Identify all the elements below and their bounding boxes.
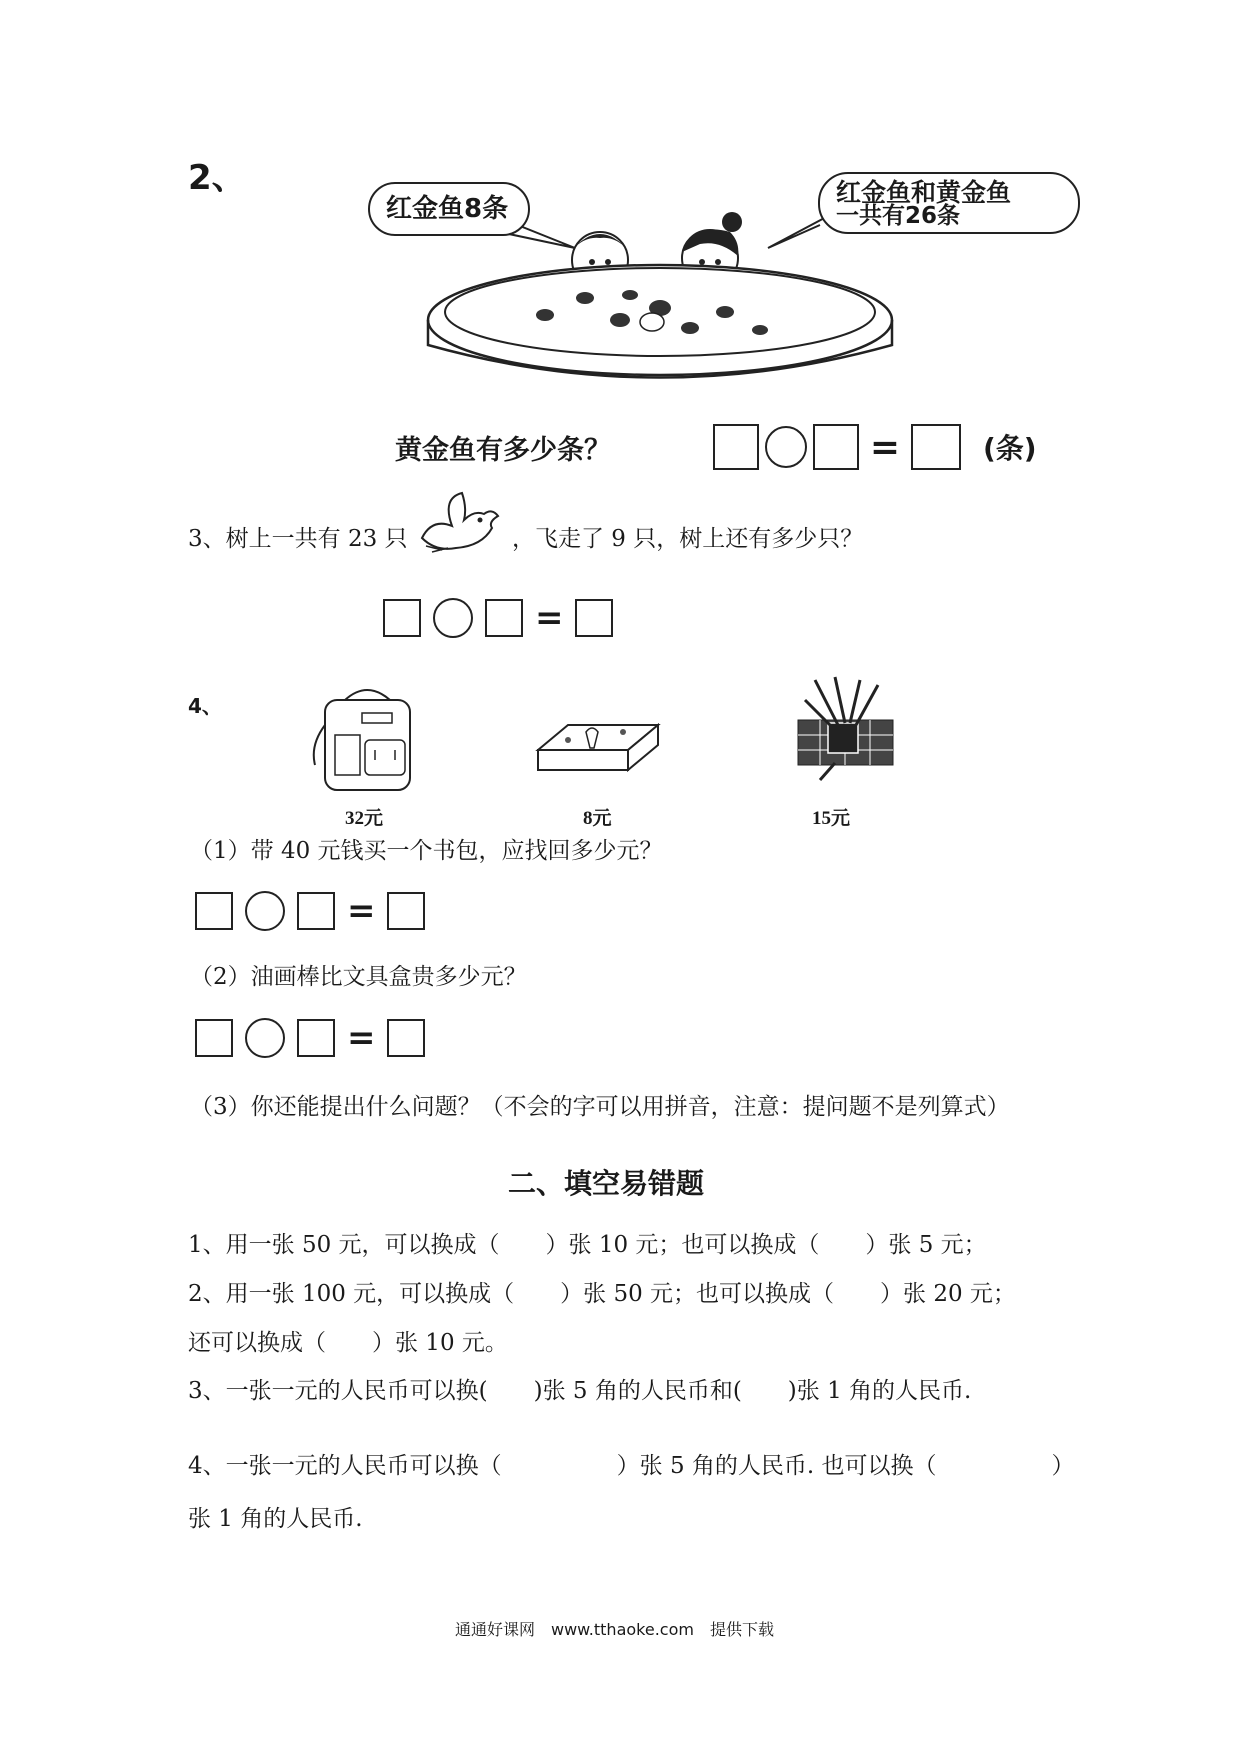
question-2-text: 黄金鱼有多少条？ (395, 435, 611, 466)
operator-circle[interactable] (245, 891, 285, 931)
question-4-number: 4、 (188, 694, 222, 718)
fill-line-3: 还可以换成（ ）张 10 元。 (188, 1330, 508, 1356)
bubble-right-line2: 一共有26条 (836, 203, 961, 229)
operator-circle[interactable] (433, 598, 473, 638)
equation-q4-1 (195, 891, 425, 931)
section-heading: 二、填空易错题 (508, 1167, 705, 1200)
answer-box[interactable] (575, 599, 613, 637)
bubble-right-line1: 红金鱼和黄金鱼 (836, 178, 1012, 207)
equals-sign: = (347, 1018, 376, 1058)
answer-box[interactable] (297, 892, 335, 930)
answer-box[interactable] (911, 424, 961, 470)
fill-line-2: 2、用一张 100 元，可以换成（ ）张 50 元；也可以换成（ ）张 20 元； (188, 1281, 1016, 1307)
price-oil-pastels: 15元 (812, 808, 851, 829)
backpack-icon (300, 685, 430, 795)
answer-box[interactable] (383, 599, 421, 637)
question-2-number: 2、 (188, 158, 246, 198)
fill-line-4: 3、一张一元的人民币可以换( )张 5 角的人民币和( )张 1 角的人民币. (188, 1378, 972, 1404)
sub-question-2: （2）油画棒比文具盒贵多少元？ (190, 964, 527, 990)
fill-line-1: 1、用一张 50 元，可以换成（ ）张 10 元；也可以换成（ ）张 5 元； (188, 1232, 987, 1258)
answer-box[interactable] (387, 1019, 425, 1057)
speech-bubble-left: 红金鱼8条 (368, 182, 530, 236)
equation-q4-2 (195, 1018, 425, 1058)
equation-q2 (713, 424, 1037, 470)
answer-box[interactable] (297, 1019, 335, 1057)
equals-sign: = (869, 426, 901, 468)
answer-box[interactable] (485, 599, 523, 637)
price-pencil-case: 8元 (583, 808, 612, 829)
footer-text: 通通好课网 www.tthaoke.com 提供下载 (455, 1620, 774, 1639)
operator-circle[interactable] (245, 1018, 285, 1058)
question-3-text-b: ，飞走了 9 只，树上还有多少只？ (512, 526, 864, 552)
fill-line-5: 4、一张一元的人民币可以换（ ）张 5 角的人民币. 也可以换（ ） (188, 1453, 1075, 1479)
oil-pastels-icon (790, 675, 900, 785)
sub-question-3: （3）你还能提出什么问题？（不会的字可以用拼音，注意：提问题不是列算式） (190, 1094, 1010, 1120)
speech-bubble-right (818, 172, 1080, 234)
answer-box[interactable] (713, 424, 759, 470)
equation-q3 (383, 598, 613, 638)
fill-line-6: 张 1 角的人民币. (188, 1506, 363, 1532)
price-backpack: 32元 (345, 808, 384, 829)
equals-sign: = (347, 891, 376, 931)
answer-box[interactable] (195, 892, 233, 930)
equals-sign: = (535, 598, 564, 638)
answer-box[interactable] (195, 1019, 233, 1057)
bird-icon (412, 488, 504, 560)
answer-box[interactable] (387, 892, 425, 930)
answer-box[interactable] (813, 424, 859, 470)
sub-question-1: （1）带 40 元钱买一个书包，应找回多少元？ (190, 838, 663, 864)
pencil-case-icon (528, 710, 663, 785)
operator-circle[interactable] (765, 426, 807, 468)
unit-label: (条) (983, 432, 1037, 465)
question-3-text-a: 3、树上一共有 23 只 (188, 526, 408, 552)
